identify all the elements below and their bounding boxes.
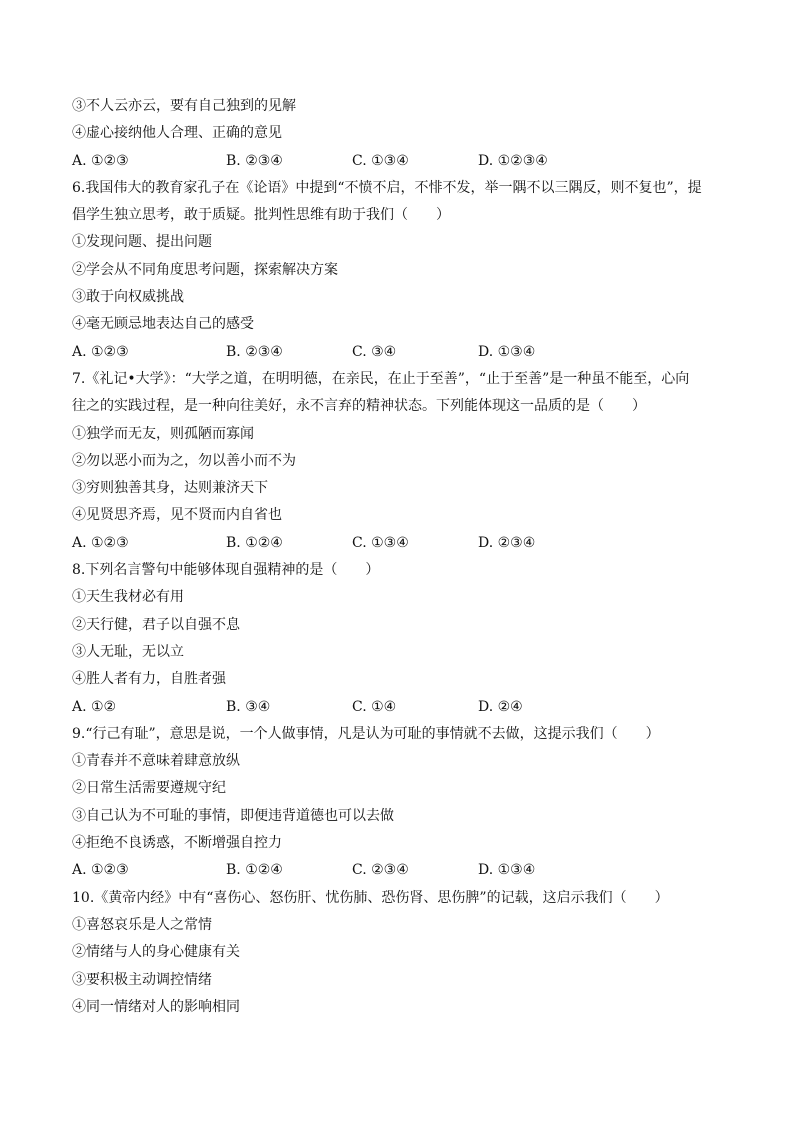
q8-item-4: ④胜人者有力，自胜者强 bbox=[72, 671, 226, 688]
q5-option-a: A. ①②③ bbox=[72, 152, 129, 169]
q7-item-3: ③穷则独善其身，达则兼济天下 bbox=[72, 480, 268, 497]
q9-item-1: ①青春并不意味着肆意放纵 bbox=[72, 753, 240, 770]
question-9 bbox=[72, 721, 732, 885]
q7-stem-line-1: 7.《礼记•大学》：“大学之道，在明明德，在亲民，在止于至善”，“止于至善”是一种虽不能至，心向 bbox=[72, 370, 690, 387]
q7-item-4: ④见贤思齐焉，见不贤而内自省也 bbox=[72, 507, 282, 524]
q10-item-2: ②情绪与人的身心健康有关 bbox=[72, 944, 240, 961]
q5-option-d: D. ①②③④ bbox=[478, 152, 548, 169]
q10-item-3: ③要积极主动调控情绪 bbox=[72, 971, 212, 988]
q8-stem-line-1: 8.下列名言警句中能够体现自强精神的是（ ） bbox=[72, 562, 380, 579]
question-6 bbox=[72, 175, 732, 366]
q8-item-2: ②天行健，君子以自强不息 bbox=[72, 616, 240, 633]
question-5 bbox=[72, 93, 732, 175]
q6-item-2: ②学会从不同角度思考问题，探索解决方案 bbox=[72, 261, 338, 278]
q7-option-a: A. ①②③ bbox=[72, 534, 129, 551]
q8-item-3: ③人无耻，无以立 bbox=[72, 643, 184, 660]
q5-option-b: B. ②③④ bbox=[226, 152, 283, 169]
q8-option-c: C. ①④ bbox=[352, 698, 397, 715]
q7-option-d: D. ②③④ bbox=[478, 534, 536, 551]
question-7 bbox=[72, 366, 732, 557]
q8-option-d: D. ②④ bbox=[478, 698, 523, 715]
q7-option-c: C. ①③④ bbox=[352, 534, 409, 551]
q8-option-a: A. ①② bbox=[72, 698, 117, 715]
q10-item-4: ④同一情绪对人的影响相同 bbox=[72, 998, 240, 1015]
q9-item-2: ②日常生活需要遵规守纪 bbox=[72, 780, 226, 797]
question-10 bbox=[72, 885, 732, 1021]
q5-item-4: ④虚心接纳他人合理、正确的意见 bbox=[72, 125, 282, 142]
q6-item-3: ③敢于向权威挑战 bbox=[72, 289, 184, 306]
q6-stem-line-1: 6.我国伟大的教育家孔子在《论语》中提到“不愤不启，不悱不发，举一隅不以三隅反，则不复也”，提 bbox=[72, 179, 702, 196]
question-8 bbox=[72, 557, 732, 721]
q6-item-4: ④毫无顾忌地表达自己的感受 bbox=[72, 316, 254, 333]
q7-option-b: B. ①②④ bbox=[226, 534, 283, 551]
q9-option-a: A. ①②③ bbox=[72, 862, 129, 879]
q6-stem-line-2: 倡学生独立思考，敢于质疑。批判性思维有助于我们（ ） bbox=[72, 207, 450, 224]
q6-option-b: B. ②③④ bbox=[226, 343, 283, 360]
q6-option-a: A. ①②③ bbox=[72, 343, 129, 360]
q6-option-d: D. ①③④ bbox=[478, 343, 536, 360]
q9-item-4: ④拒绝不良诱惑，不断增强自控力 bbox=[72, 835, 282, 852]
q7-options bbox=[72, 530, 732, 557]
q10-stem-line-1: 10.《黄帝内经》中有“喜伤心、怒伤肝、忧伤肺、恐伤肾、思伤脾”的记载，这启示我们（ ） bbox=[72, 889, 669, 906]
q7-item-1: ①独学而无友，则孤陋而寡闻 bbox=[72, 425, 254, 442]
q10-item-1: ①喜怒哀乐是人之常情 bbox=[72, 916, 212, 933]
q8-item-1: ①天生我材必有用 bbox=[72, 589, 184, 606]
q5-option-c: C. ①③④ bbox=[352, 152, 409, 169]
q5-options bbox=[72, 148, 732, 175]
exam-page bbox=[72, 93, 732, 1021]
q7-stem-line-2: 往之的实践过程，是一种向往美好，永不言弃的精神状态。下列能体现这一品质的是（ ） bbox=[72, 398, 646, 415]
q9-option-c: C. ②③④ bbox=[352, 862, 409, 879]
q6-item-1: ①发现问题、提出问题 bbox=[72, 234, 212, 251]
q8-options bbox=[72, 694, 732, 721]
q9-stem-line-1: 9.“行己有耻”，意思是说，一个人做事情，凡是认为可耻的事情就不去做，这提示我们（ ） bbox=[72, 725, 660, 742]
q9-option-d: D. ①③④ bbox=[478, 862, 536, 879]
q9-option-b: B. ①②④ bbox=[226, 862, 283, 879]
q5-item-3: ③不人云亦云，要有自己独到的见解 bbox=[72, 98, 296, 114]
q9-item-3: ③自己认为不可耻的事情，即便违背道德也可以去做 bbox=[72, 807, 394, 824]
q7-item-2: ②勿以恶小而为之，勿以善小而不为 bbox=[72, 452, 296, 469]
q6-options bbox=[72, 339, 732, 366]
q6-option-c: C. ③④ bbox=[352, 343, 397, 360]
q9-options bbox=[72, 857, 732, 884]
q8-option-b: B. ③④ bbox=[226, 698, 271, 715]
